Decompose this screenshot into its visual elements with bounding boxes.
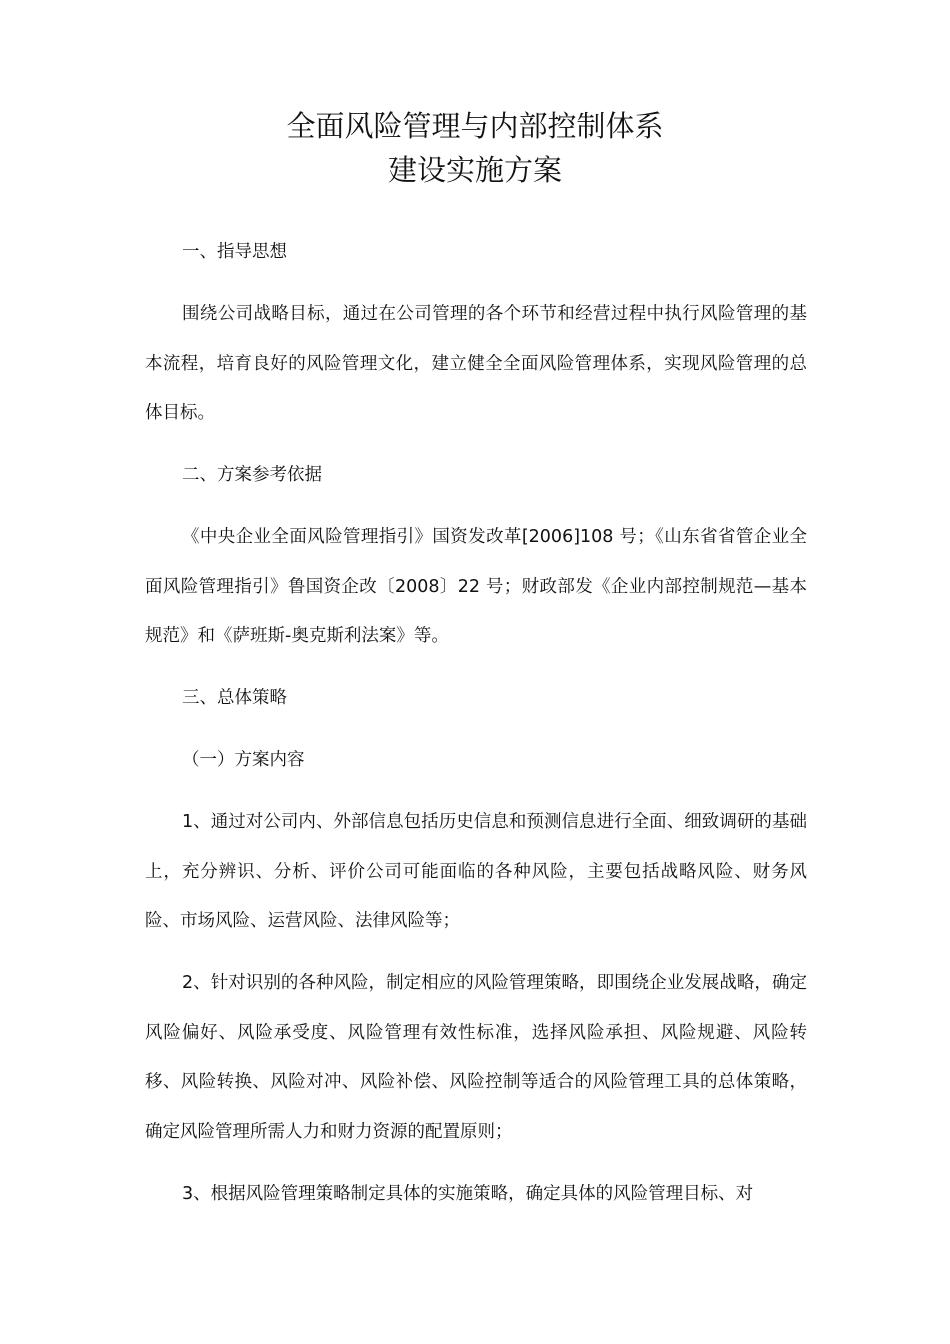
paragraph-item-3: 3、根据风险管理策略制定具体的实施策略，确定具体的风险管理目标、对 bbox=[182, 1183, 754, 1204]
paragraph-item-1: 1、通过对公司内、外部信息包括历史信息和预测信息进行全面、细致调研的基础上，充分辨识、分析、评价公司可能面临的各种风险，主要包括战略风险、财务风险、市场风险、运营风险、法律风险等； bbox=[145, 812, 807, 931]
paragraph-item-2: 2、针对识别的各种风险，制定相应的风险管理策略，即围绕企业发展战略，确定风险偏好、风险承受度、风险管理有效性标准，选择风险承担、风险规避、风险转移、风险转换、风险对冲、风险补偿、风险控制等适合的风险管理工具的总体策略，确定风险管理所需人力和财力资源的配置原则； bbox=[145, 973, 807, 1142]
paragraph-reference-basis: 《中央企业全面风险管理指引》国资发改革[2006]108 号；《山东省省管企业全面风险管理指引》鲁国资企改〔2008〕22 号；财政部发《企业内部控制规范—基本规范》和《萨班斯-奥克斯利法案》等。 bbox=[145, 527, 807, 646]
subsection-heading-plan-content: （一）方案内容 bbox=[182, 750, 305, 770]
section-heading-reference-basis: 二、方案参考依据 bbox=[182, 465, 322, 485]
section-heading-guiding-ideology: 一、指导思想 bbox=[182, 242, 287, 262]
paragraph-guiding-ideology: 围绕公司战略目标，通过在公司管理的各个环节和经营过程中执行风险管理的基本流程，培育良好的风险管理文化，建立健全全面风险管理体系，实现风险管理的总体目标。 bbox=[145, 304, 807, 423]
section-heading-overall-strategy: 三、总体策略 bbox=[182, 688, 287, 708]
document-body bbox=[145, 228, 807, 1232]
document-title bbox=[0, 104, 950, 192]
title-line-1: 全面风险管理与内部控制体系 bbox=[286, 109, 664, 143]
title-line-2: 建设实施方案 bbox=[387, 153, 562, 187]
